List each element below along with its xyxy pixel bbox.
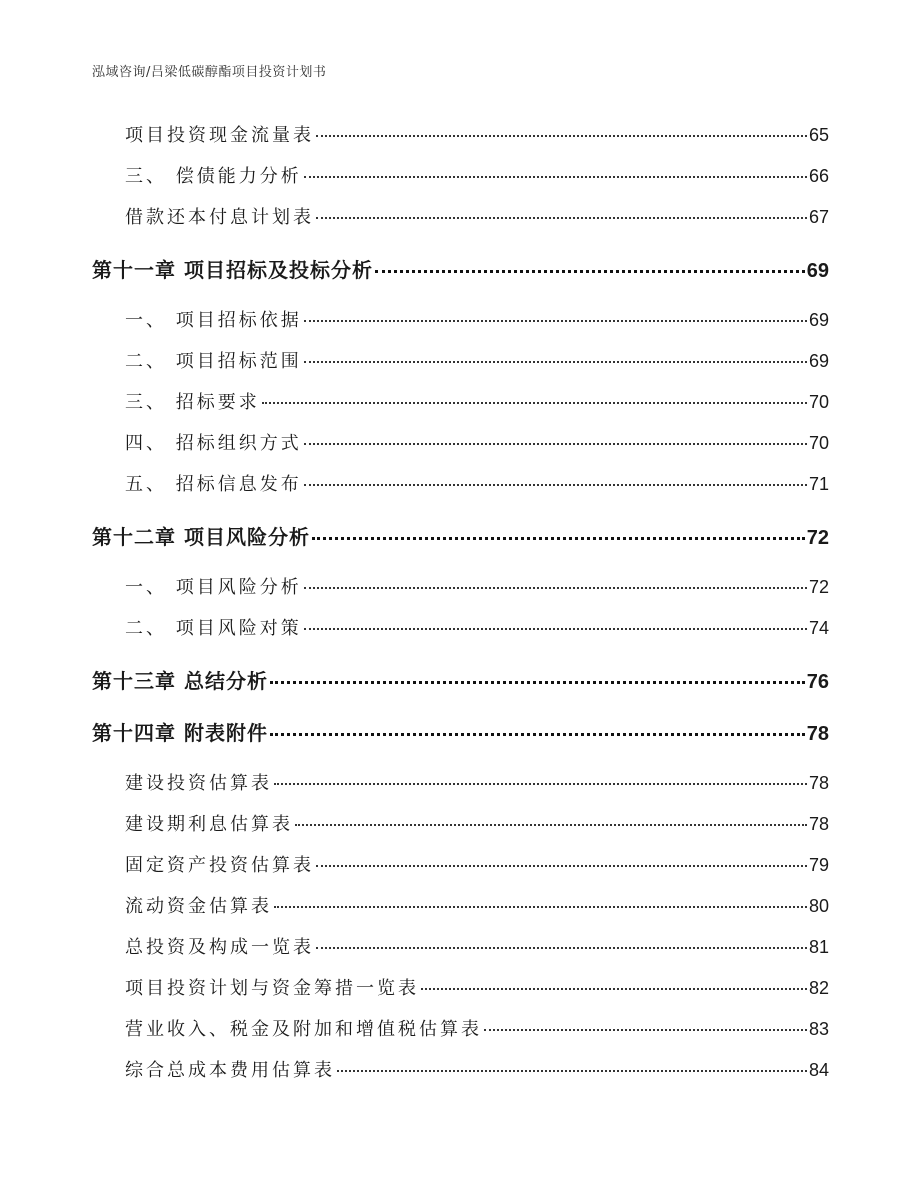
toc-entry-page: 70 bbox=[808, 433, 829, 453]
toc-entry[interactable] bbox=[0, 121, 920, 149]
toc-entry-page: 67 bbox=[808, 207, 829, 227]
toc-leader-dots bbox=[274, 906, 807, 908]
toc-chapter-title: 第十三章 总结分析 bbox=[92, 669, 268, 693]
toc-entry-page: 66 bbox=[808, 166, 829, 186]
toc-leader-dots bbox=[375, 270, 805, 273]
toc-leader-dots bbox=[484, 1029, 807, 1031]
toc-entry-title: 综合总成本费用估算表 bbox=[125, 1060, 335, 1081]
toc-entry-page: 71 bbox=[808, 474, 829, 494]
toc-entry[interactable] bbox=[0, 573, 920, 601]
toc-chapter-page: 78 bbox=[806, 723, 829, 745]
toc-entry-page: 79 bbox=[808, 855, 829, 875]
toc-leader-dots bbox=[316, 865, 807, 867]
toc-entry[interactable] bbox=[0, 614, 920, 642]
toc-entry-page: 78 bbox=[808, 814, 829, 834]
toc-entry[interactable] bbox=[0, 974, 920, 1002]
toc-entry-page: 82 bbox=[808, 978, 829, 998]
toc-chapter[interactable] bbox=[0, 717, 920, 745]
toc-entry-title: 总投资及构成一览表 bbox=[125, 937, 314, 958]
toc-entry[interactable] bbox=[0, 388, 920, 416]
toc-entry-title: 项目投资现金流量表 bbox=[125, 125, 314, 146]
toc-chapter-title: 第十一章 项目招标及投标分析 bbox=[92, 258, 373, 282]
toc-leader-dots bbox=[312, 537, 805, 540]
toc-leader-dots bbox=[421, 988, 807, 990]
toc-leader-dots bbox=[304, 320, 807, 322]
toc-leader-dots bbox=[295, 824, 807, 826]
toc-chapter-page: 76 bbox=[806, 671, 829, 693]
toc-entry-page: 83 bbox=[808, 1019, 829, 1039]
toc-entry-title: 二、 项目风险对策 bbox=[125, 618, 302, 639]
toc-entry-page: 72 bbox=[808, 577, 829, 597]
toc-entry-title: 固定资产投资估算表 bbox=[125, 855, 314, 876]
toc-chapter-title: 第十二章 项目风险分析 bbox=[92, 525, 310, 549]
toc-entry[interactable] bbox=[0, 470, 920, 498]
toc-entry-title: 项目投资计划与资金筹措一览表 bbox=[125, 978, 419, 999]
toc-entry-title: 四、 招标组织方式 bbox=[125, 433, 302, 454]
toc-entry-page: 65 bbox=[808, 125, 829, 145]
page-header: 泓域咨询/吕梁低碳醇酯项目投资计划书 bbox=[92, 65, 327, 80]
toc-entry[interactable] bbox=[0, 347, 920, 375]
toc-entry-title: 一、 项目招标依据 bbox=[125, 310, 302, 331]
toc-leader-dots bbox=[262, 402, 807, 404]
toc-entry-title: 营业收入、税金及附加和增值税估算表 bbox=[125, 1019, 482, 1040]
toc-entry-title: 三、 招标要求 bbox=[125, 392, 260, 413]
toc-entry[interactable] bbox=[0, 851, 920, 879]
toc-leader-dots bbox=[270, 681, 805, 684]
toc-entry[interactable] bbox=[0, 1015, 920, 1043]
toc-entry-page: 84 bbox=[808, 1060, 829, 1080]
toc-entry[interactable] bbox=[0, 162, 920, 190]
toc-leader-dots bbox=[316, 947, 807, 949]
toc-entry-page: 69 bbox=[808, 351, 829, 371]
toc-entry[interactable] bbox=[0, 933, 920, 961]
toc-entry-page: 80 bbox=[808, 896, 829, 916]
toc-chapter[interactable] bbox=[0, 521, 920, 549]
toc-entry-title: 建设期利息估算表 bbox=[125, 814, 293, 835]
toc-entry[interactable] bbox=[0, 810, 920, 838]
toc-leader-dots bbox=[270, 733, 805, 736]
toc-entry-title: 三、 偿债能力分析 bbox=[125, 166, 302, 187]
toc-entry[interactable] bbox=[0, 203, 920, 231]
toc-chapter[interactable] bbox=[0, 665, 920, 693]
toc-entry-page: 69 bbox=[808, 310, 829, 330]
toc-chapter-page: 72 bbox=[806, 527, 829, 549]
toc-entry-title: 流动资金估算表 bbox=[125, 896, 272, 917]
toc-entry[interactable] bbox=[0, 1056, 920, 1084]
toc-entry-page: 74 bbox=[808, 618, 829, 638]
toc-entry-title: 五、 招标信息发布 bbox=[125, 474, 302, 495]
toc-entry-title: 借款还本付息计划表 bbox=[125, 207, 314, 228]
toc-entry-page: 81 bbox=[808, 937, 829, 957]
toc-entry-page: 70 bbox=[808, 392, 829, 412]
toc-leader-dots bbox=[304, 176, 807, 178]
toc-entry-title: 二、 项目招标范围 bbox=[125, 351, 302, 372]
toc-entry[interactable] bbox=[0, 892, 920, 920]
toc-chapter[interactable] bbox=[0, 254, 920, 282]
toc-entry[interactable] bbox=[0, 429, 920, 457]
toc-entry-page: 78 bbox=[808, 773, 829, 793]
toc-leader-dots bbox=[304, 484, 807, 486]
toc-leader-dots bbox=[337, 1070, 807, 1072]
toc-leader-dots bbox=[304, 361, 807, 363]
toc-leader-dots bbox=[304, 628, 807, 630]
toc-entry[interactable] bbox=[0, 306, 920, 334]
toc-entry-title: 建设投资估算表 bbox=[125, 773, 272, 794]
toc-leader-dots bbox=[316, 135, 807, 137]
toc-chapter-title: 第十四章 附表附件 bbox=[92, 721, 268, 745]
toc-entry-title: 一、 项目风险分析 bbox=[125, 577, 302, 598]
toc-leader-dots bbox=[304, 587, 807, 589]
toc-chapter-page: 69 bbox=[806, 260, 829, 282]
toc-entry[interactable] bbox=[0, 769, 920, 797]
toc-leader-dots bbox=[304, 443, 807, 445]
toc-leader-dots bbox=[274, 783, 807, 785]
toc-leader-dots bbox=[316, 217, 807, 219]
